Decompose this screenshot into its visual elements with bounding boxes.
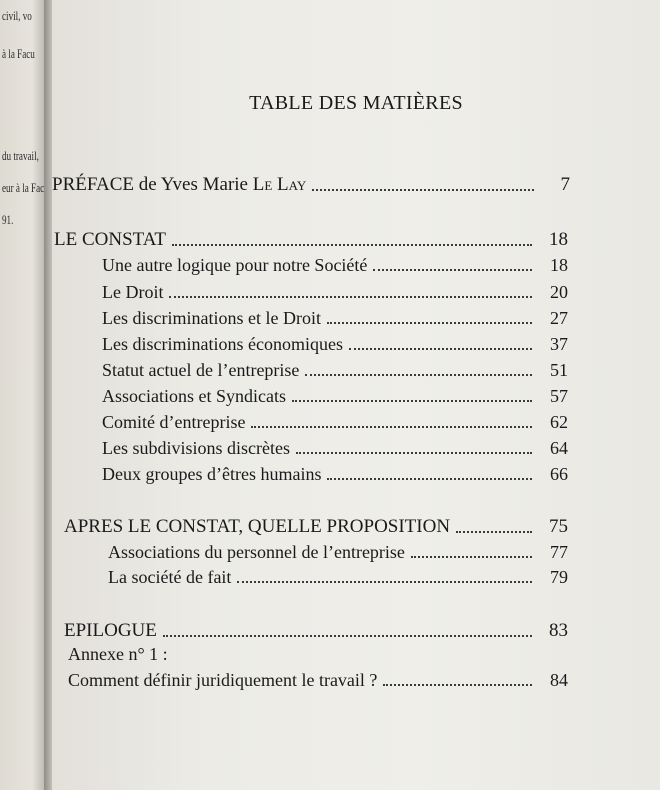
preface-author-name: Le Lay (252, 174, 307, 195)
toc-page-number: 51 (550, 360, 568, 380)
toc-entry-label: EPILOGUE (64, 620, 157, 641)
toc-entry-preface (52, 174, 570, 196)
toc-page-number: 84 (550, 670, 568, 690)
toc-entry-label: Le Droit (102, 282, 164, 302)
leader-dots (383, 684, 532, 686)
leader-dots (169, 296, 532, 298)
toc-entry (108, 542, 568, 563)
toc-page-number: 77 (550, 542, 568, 562)
toc-entry-label: Statut actuel de l’entreprise (102, 360, 300, 380)
toc-section-le-constat (54, 229, 568, 251)
toc-entry (102, 282, 568, 303)
toc-page-number: 62 (550, 412, 568, 432)
toc-entry-label: APRES LE CONSTAT, QUELLE PROPOSITION (64, 516, 451, 537)
toc-page-number: 20 (550, 282, 568, 302)
facing-page-edge (0, 0, 46, 790)
leader-dots (312, 189, 534, 191)
toc-entry-label: Comité d’entreprise (102, 412, 246, 432)
toc-entry (108, 567, 568, 588)
leader-dots (296, 452, 532, 454)
toc-entry-label: PRÉFACE de Yves Marie Le Lay (52, 174, 307, 195)
facing-page-fragment: civil, vo (2, 8, 32, 23)
toc-entry (102, 255, 568, 276)
toc-page (52, 0, 660, 790)
leader-dots (349, 348, 532, 350)
toc-annex-heading: Annexe n° 1 : (68, 644, 168, 664)
facing-page-fragment: eur à la Fac (2, 180, 45, 195)
leader-dots (411, 556, 532, 558)
facing-page-fragment: 91. (2, 212, 14, 227)
page-title: TABLE DES MATIÈRES (249, 92, 463, 114)
toc-entry (102, 438, 568, 459)
leader-dots (237, 581, 532, 583)
toc-entry-label: Comment définir juridiquement le travail ? (68, 670, 378, 690)
toc-page-number: 7 (560, 174, 570, 195)
leader-dots (456, 531, 532, 533)
toc-page-number: 57 (550, 386, 568, 406)
table-of-contents (52, 0, 660, 790)
toc-page-number: 37 (550, 334, 568, 354)
toc-section-apres-le-constat (64, 516, 568, 538)
leader-dots (327, 322, 532, 324)
leader-dots (305, 374, 532, 376)
toc-entry-label: Deux groupes d’êtres humains (102, 464, 322, 484)
toc-page-number: 79 (550, 567, 568, 587)
toc-page-number: 27 (550, 308, 568, 328)
facing-page-fragment: à la Facu (2, 46, 35, 61)
leader-dots (292, 400, 532, 402)
toc-entry-label: Les discriminations économiques (102, 334, 343, 354)
toc-page-number: 64 (550, 438, 568, 458)
toc-entry (102, 334, 568, 355)
leader-dots (327, 478, 532, 480)
toc-section-epilogue (64, 620, 568, 642)
toc-entry (102, 386, 568, 407)
toc-entry-label: Associations du personnel de l’entreprise (108, 542, 405, 562)
leader-dots (251, 426, 532, 428)
toc-entry-label: Les subdivisions discrètes (102, 438, 290, 458)
toc-page-number: 66 (550, 464, 568, 484)
toc-page-number: 83 (549, 620, 568, 641)
leader-dots (163, 635, 532, 637)
facing-page-fragment: du travail, (2, 148, 39, 163)
toc-entry-label: LE CONSTAT (54, 229, 166, 250)
toc-page-number: 18 (550, 255, 568, 275)
toc-entry (102, 412, 568, 433)
toc-page-number: 18 (549, 229, 568, 250)
toc-entry-label: Associations et Syndicats (102, 386, 286, 406)
toc-entry-label: Une autre logique pour notre Société (102, 255, 368, 275)
toc-entry (68, 670, 568, 691)
leader-dots (373, 269, 532, 271)
toc-entry-label: La société de fait (108, 567, 232, 587)
toc-entry (102, 308, 568, 329)
toc-entry (102, 464, 568, 485)
leader-dots (172, 244, 532, 246)
toc-entry (102, 360, 568, 381)
toc-page-number: 75 (549, 516, 568, 537)
toc-entry-label: Les discriminations et le Droit (102, 308, 321, 328)
